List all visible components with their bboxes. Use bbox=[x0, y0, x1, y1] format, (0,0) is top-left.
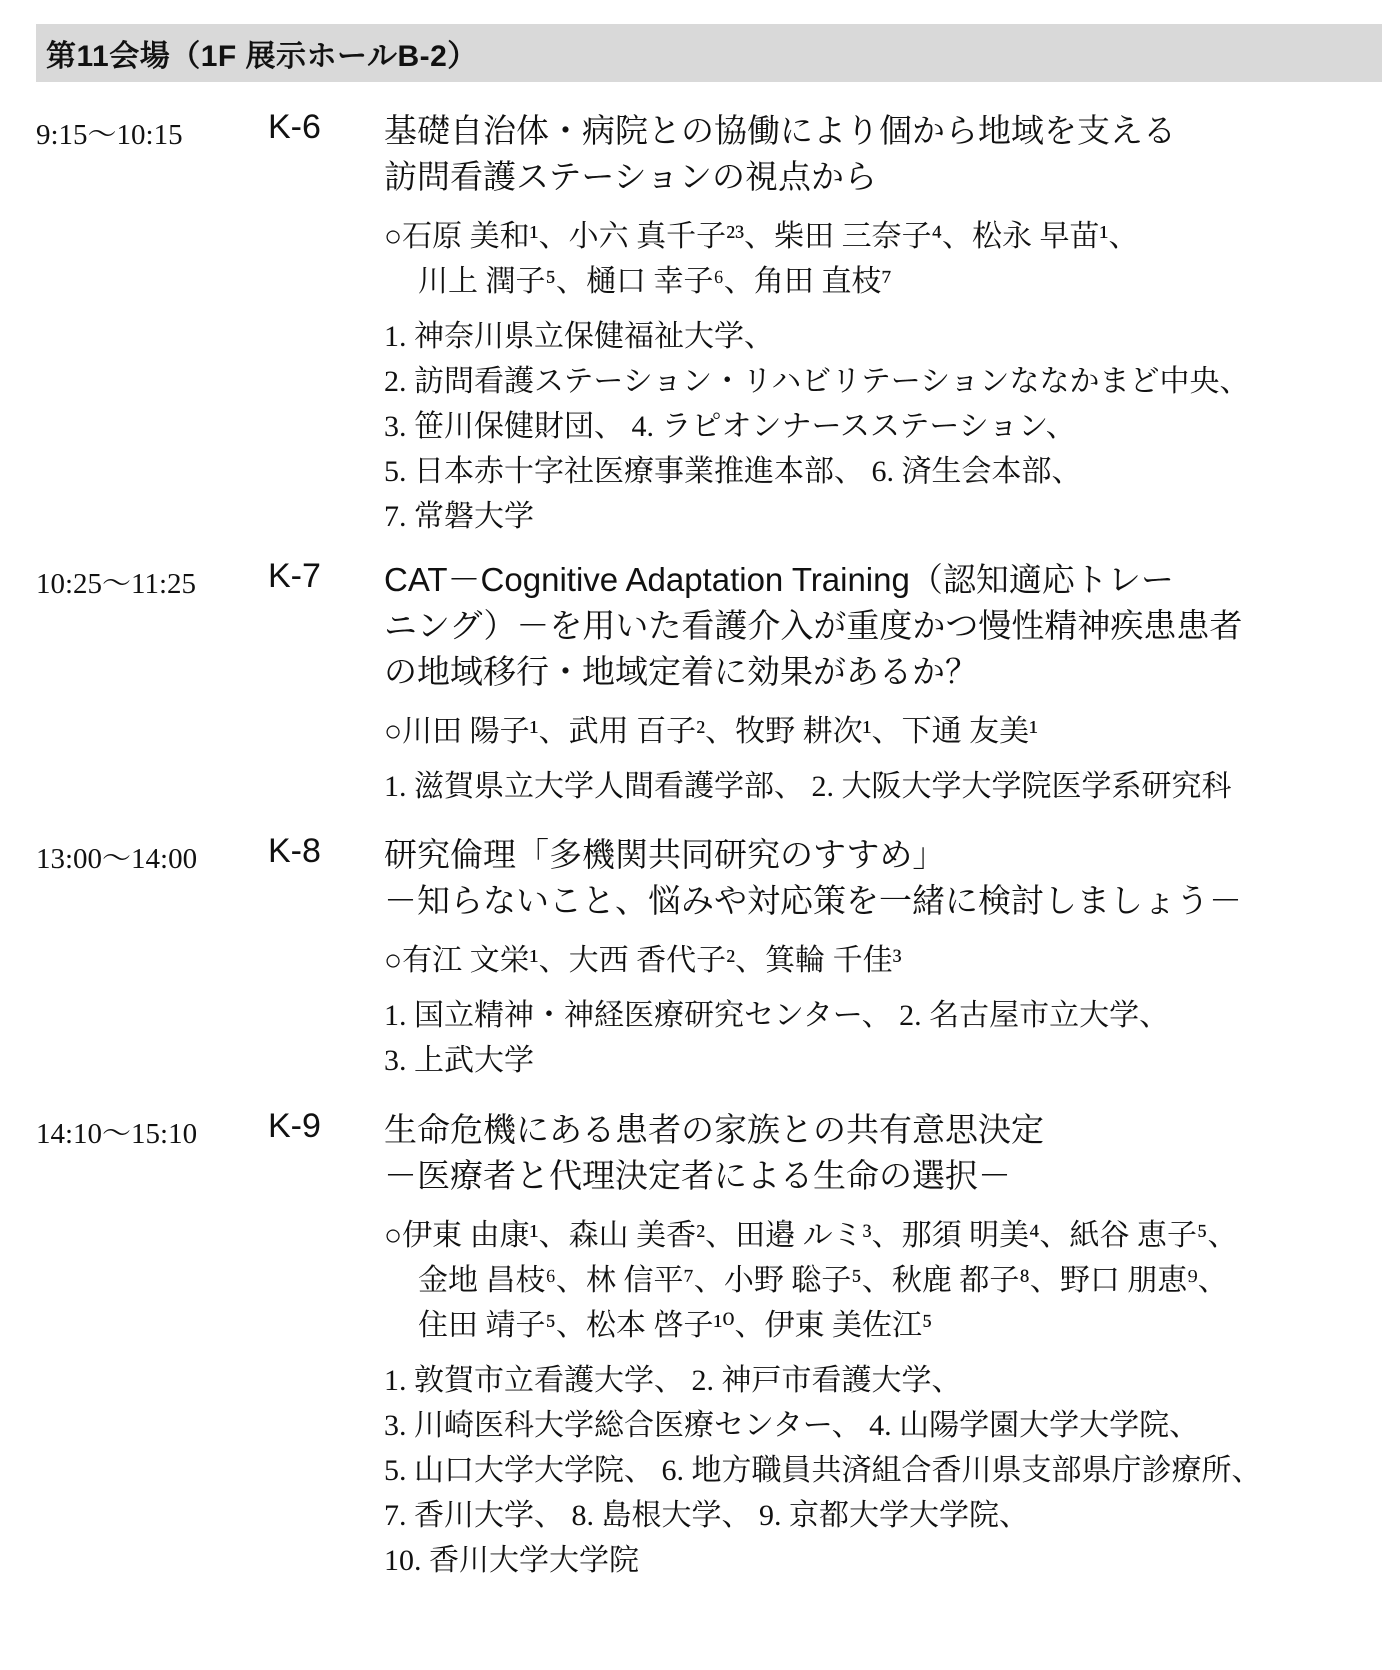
author-line: 金地 昌枝⁶、林 信平⁷、小野 聡子⁵、秋鹿 都子⁸、野口 朋恵⁹、 bbox=[418, 1264, 1228, 1297]
session-title bbox=[384, 108, 1384, 200]
affiliation-line: 1. 神奈川県立保健福祉大学、 bbox=[384, 320, 774, 353]
session-time: 14:10〜15:10 bbox=[36, 1118, 198, 1150]
affiliation-line: 5. 山口大学大学院、 6. 地方職員共済組合香川県支部県庁診療所、 bbox=[384, 1454, 1262, 1487]
author-line: 住田 靖子⁵、松本 啓子¹⁰、伊東 美佐江⁵ bbox=[418, 1309, 933, 1342]
session-time: 9:15〜10:15 bbox=[36, 119, 183, 151]
session-content bbox=[384, 108, 1384, 539]
session-content bbox=[384, 1107, 1384, 1583]
venue-title: 第11会場（1F 展示ホールB-2） bbox=[46, 40, 478, 73]
session-affiliations bbox=[384, 314, 1384, 539]
affiliation-line: 1. 国立精神・神経医療研究センター、 2. 名古屋市立大学、 bbox=[384, 999, 1170, 1032]
session-title bbox=[384, 557, 1384, 695]
affiliation-line: 1. 敦賀市立看護大学、 2. 神戸市看護大学、 bbox=[384, 1364, 962, 1397]
author-line: ○石原 美和¹、小六 真千子²³、柴田 三奈子⁴、松永 早苗¹、 bbox=[384, 220, 1139, 253]
title-line: －医療者と代理決定者による生命の選択－ bbox=[384, 1157, 1011, 1194]
session-time: 13:00〜14:00 bbox=[36, 843, 198, 875]
session-code: K-9 bbox=[268, 1107, 321, 1145]
author-line: ○伊東 由康¹、森山 美香²、田邉 ルミ³、那須 明美⁴、紙谷 恵子⁵、 bbox=[384, 1219, 1238, 1252]
author-line: ○有江 文栄¹、大西 香代子²、箕輪 千佳³ bbox=[384, 944, 902, 977]
affiliation-line: 3. 川崎医科大学総合医療センター、 4. 山陽学園大学大学院、 bbox=[384, 1409, 1200, 1442]
title-line: 生命危機にある患者の家族との共有意思決定 bbox=[384, 1111, 1044, 1148]
title-line: の地域移行・地域定着に効果があるか？ bbox=[384, 653, 978, 690]
session-time: 10:25〜11:25 bbox=[36, 568, 197, 600]
session-authors bbox=[384, 938, 1384, 983]
session-title bbox=[384, 1107, 1384, 1199]
author-line: ○川田 陽子¹、武用 百子²、牧野 耕次¹、下通 友美¹ bbox=[384, 715, 1039, 748]
affiliation-line: 10. 香川大学大学院 bbox=[384, 1544, 639, 1577]
session-title bbox=[384, 832, 1384, 924]
session-content bbox=[384, 557, 1384, 809]
title-line: 訪問看護ステーションの視点から bbox=[384, 158, 878, 195]
title-line: 基礎自治体・病院との協働により個から地域を支える bbox=[384, 112, 1176, 149]
affiliation-line: 1. 滋賀県立大学人間看護学部、 2. 大阪大学大学院医学系研究科 bbox=[384, 770, 1232, 803]
session-authors bbox=[384, 709, 1384, 754]
session-authors bbox=[384, 214, 1384, 304]
title-line: 研究倫理「多機関共同研究のすすめ」 bbox=[384, 836, 946, 873]
affiliation-line: 3. 上武大学 bbox=[384, 1044, 534, 1077]
session-code: K-6 bbox=[268, 108, 321, 146]
session-affiliations bbox=[384, 1358, 1384, 1583]
session-code: K-7 bbox=[268, 557, 321, 595]
session-authors bbox=[384, 1213, 1384, 1348]
title-line: ニング）－を用いた看護介入が重度かつ慢性精神疾患患者 bbox=[384, 607, 1243, 644]
title-line: －知らないこと、悩みや対応策を一緒に検討しましょう－ bbox=[384, 882, 1242, 919]
affiliation-line: 3. 笹川保健財団、 4. ラピオンナースステーション、 bbox=[384, 410, 1076, 443]
title-line: CAT－Cognitive Adaptation Training（認知適応トレー bbox=[384, 561, 1174, 598]
affiliation-line: 2. 訪問看護ステーション・リハビリテーションななかまど中央、 bbox=[384, 365, 1250, 398]
author-line: 川上 潤子⁵、樋口 幸子⁶、角田 直枝⁷ bbox=[418, 265, 892, 298]
session-affiliations bbox=[384, 764, 1384, 809]
affiliation-line: 7. 常磐大学 bbox=[384, 500, 534, 533]
affiliation-line: 5. 日本赤十字社医療事業推進本部、 6. 済生会本部、 bbox=[384, 455, 1082, 488]
venue-header bbox=[36, 24, 1382, 82]
session-affiliations bbox=[384, 993, 1384, 1083]
affiliation-line: 7. 香川大学、 8. 島根大学、 9. 京都大学大学院、 bbox=[384, 1499, 1029, 1532]
session-content bbox=[384, 832, 1384, 1083]
session-code: K-8 bbox=[268, 832, 321, 870]
